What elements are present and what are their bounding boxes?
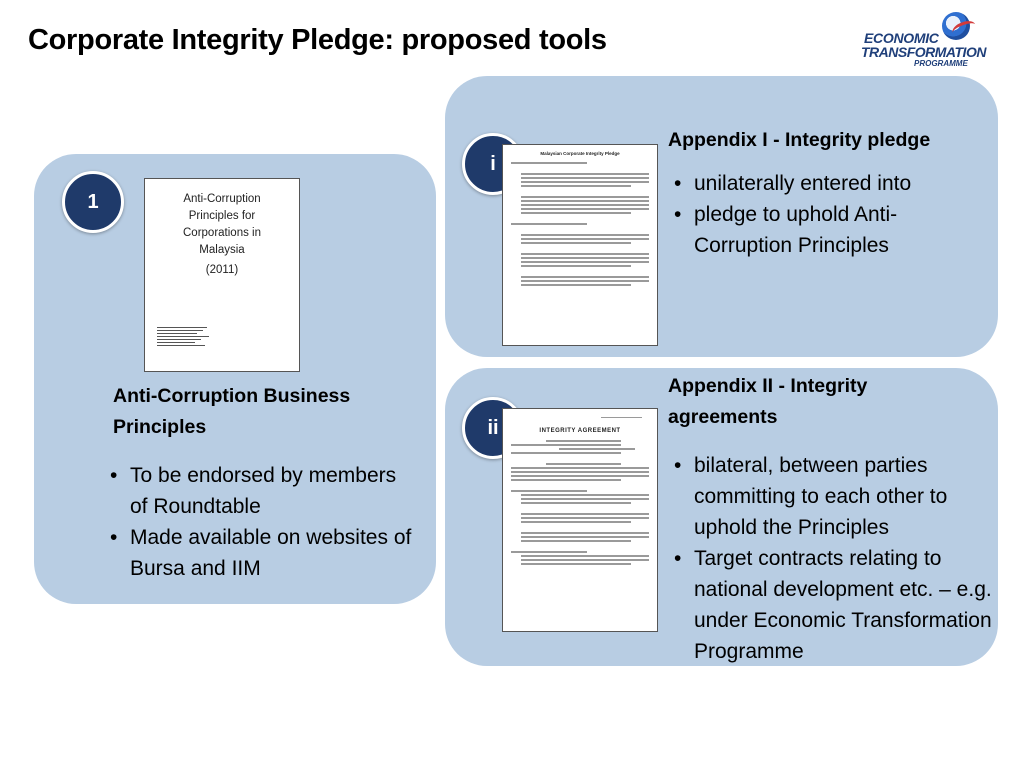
etp-logo [860, 12, 1000, 68]
pledge-doc-title: Malaysian Corporate Integrity Pledge [540, 151, 620, 156]
cover-title [145, 191, 299, 259]
list-item: • Target contracts relating to national development etc. – e.g. under Economic Transformation Programme [670, 543, 995, 667]
list-item: • bilateral, between parties committing to each other to uphold the Principles [670, 450, 995, 543]
number-badge-1: 1 [62, 171, 124, 233]
cover-title-line: Principles for [188, 210, 256, 222]
list-item: • pledge to uphold Anti-Corruption Principles [670, 199, 990, 261]
list-item: • To be endorsed by members of Roundtable [106, 460, 416, 522]
principles-heading: Anti-Corruption Business Principles [113, 385, 351, 438]
pledge-heading: Appendix I - Integrity pledge [668, 129, 931, 151]
agreement-doc-title: INTEGRITY AGREEMENT [539, 428, 621, 434]
principles-bullet-list [106, 460, 416, 584]
logo-line-3: PROGRAMME [914, 59, 968, 68]
number-badge-i: i [462, 133, 524, 195]
logo-line-1: ECONOMIC [864, 30, 939, 46]
page-title: Corporate Integrity Pledge: proposed tools [28, 24, 607, 56]
pledge-document-thumbnail [502, 144, 658, 346]
cover-title-line: Malaysia [199, 244, 245, 256]
cover-year: (2011) [205, 264, 239, 276]
list-item: • Made available on websites of Bursa and IIM [106, 522, 416, 584]
agreements-heading: Appendix II - Integrity agreements [668, 375, 868, 428]
cover-fine-print [157, 325, 209, 348]
cover-title-line: Corporations in [183, 227, 261, 239]
pledge-bullet-list [670, 168, 990, 261]
list-item: • unilaterally entered into [670, 168, 990, 199]
number-badge-ii: ii [462, 397, 524, 459]
logo-line-2: TRANSFORMATION [861, 44, 986, 60]
principles-cover-thumbnail [144, 178, 300, 372]
agreement-document-thumbnail [502, 408, 658, 632]
cover-title-line: Anti-Corruption [183, 193, 261, 205]
agreements-bullet-list [670, 450, 995, 667]
